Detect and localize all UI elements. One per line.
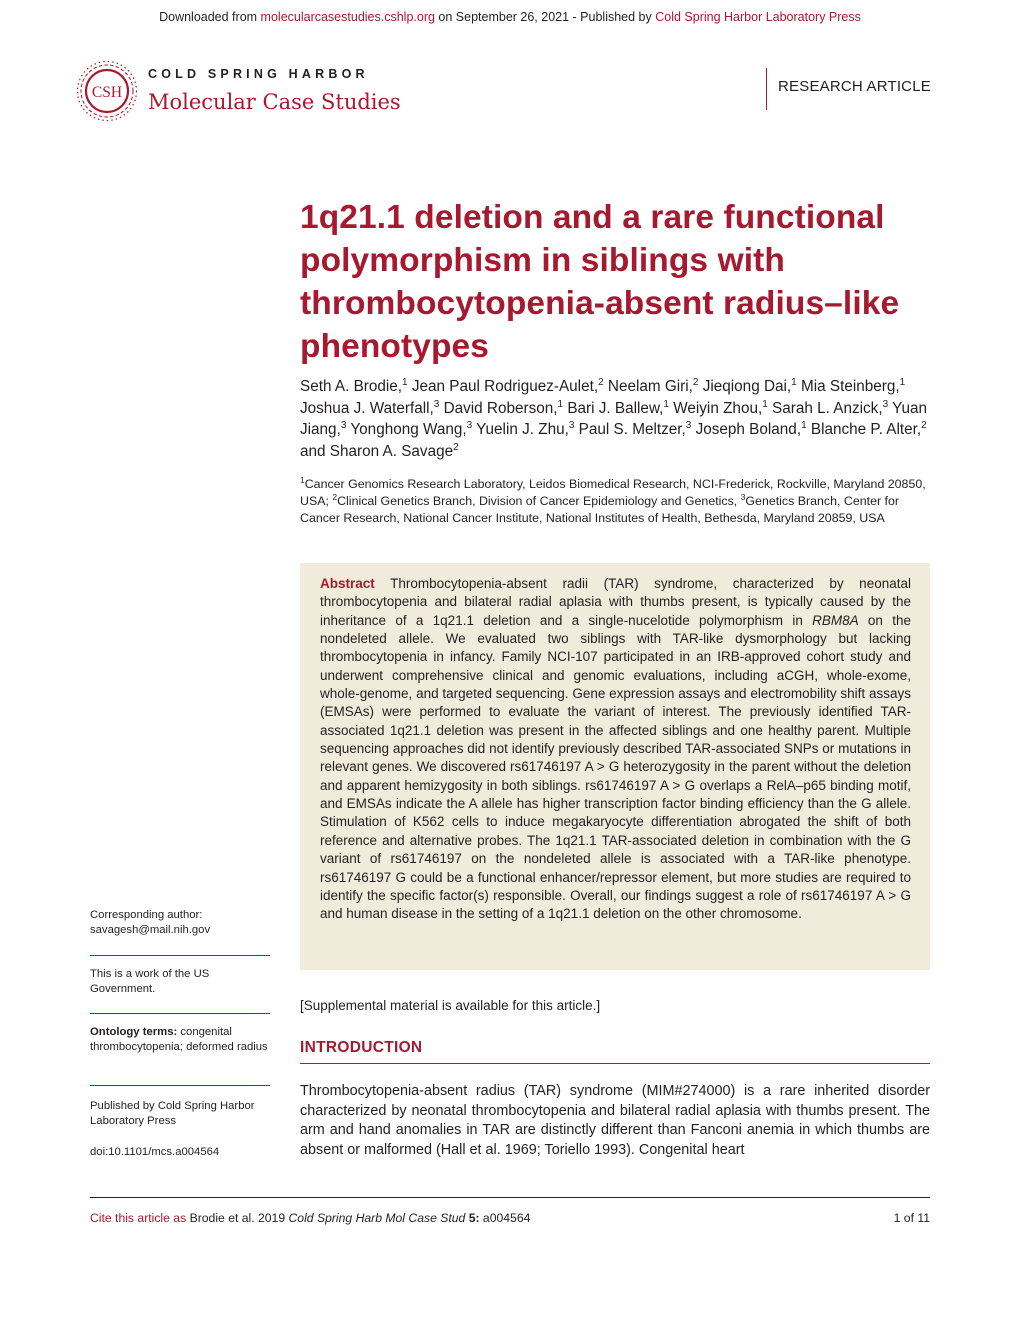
corresponding-email-link[interactable]: savagesh@mail.nih.gov bbox=[90, 924, 211, 937]
author-affiliation-sup: 3 bbox=[466, 419, 473, 431]
introduction-text: Thrombocytopenia-absent radius (TAR) syndrome (MIM#274000) is a rare inherited disorder characterized by neonatal thrombocytopenia and bilateral radial aplasia with thumbs present. The arm and hand anomalies in TAR are distinctly different than Fanconi anemia in which thumbs are absent or malformed (Hall et al. 1969; Toriello 1993). Congenital heart bbox=[300, 1083, 930, 1158]
author-affiliation-sup: 1 bbox=[791, 376, 797, 388]
download-notice bbox=[0, 10, 1020, 24]
author-affiliation-sup: 3 bbox=[882, 398, 889, 410]
supplemental-note: [Supplemental material is available for this article.] bbox=[300, 998, 601, 1013]
download-middle: on September 26, 2021 - Published by bbox=[434, 10, 656, 24]
introduction-heading: INTRODUCTION bbox=[300, 1039, 423, 1056]
sidebar-divider bbox=[90, 955, 270, 956]
author-affiliation-sup: 1 bbox=[899, 376, 906, 388]
page-number: 1 of 11 bbox=[893, 1211, 930, 1225]
author-name: Blanche P. Alter, bbox=[810, 421, 922, 438]
cite-journal: Cold Spring Harb Mol Case Stud bbox=[288, 1211, 466, 1225]
author-affiliation-sup: 3 bbox=[340, 419, 347, 431]
author-affiliation-sup: 3 bbox=[433, 398, 440, 410]
sidebar-divider bbox=[90, 1085, 270, 1086]
author-name: Weiyin Zhou, bbox=[673, 399, 763, 417]
csh-logo-icon bbox=[76, 60, 138, 122]
article-type-label: RESEARCH ARTICLE bbox=[778, 78, 931, 95]
abstract-text bbox=[320, 575, 911, 924]
author-affiliation-sup: 3 bbox=[685, 419, 692, 431]
author-affiliation-sup: 2 bbox=[921, 419, 927, 431]
sidebar-divider bbox=[90, 1013, 270, 1014]
author-affiliation-sup: 2 bbox=[598, 376, 604, 388]
cite-link[interactable]: Cite this article as bbox=[90, 1211, 187, 1225]
author-affiliation-sup: 1 bbox=[801, 419, 807, 431]
author-name: Paul S. Meltzer, bbox=[578, 421, 686, 438]
header-divider bbox=[766, 68, 767, 110]
publisher-link[interactable]: Cold Spring Harbor Laboratory Press bbox=[655, 10, 861, 24]
author-affiliation-sup: 1 bbox=[663, 398, 669, 410]
author-name: Yuan Jiang, bbox=[300, 399, 928, 438]
author-name: Joseph Boland, bbox=[695, 421, 802, 438]
affil-sup-1: 1 bbox=[300, 474, 305, 485]
author-affiliation-sup: 2 bbox=[453, 441, 459, 453]
published-by: Published by Cold Spring Harbor Laboratory Press bbox=[90, 1100, 255, 1128]
author-list bbox=[300, 376, 940, 462]
corresponding-author bbox=[90, 908, 270, 939]
author-name: and Sharon A. Savage bbox=[300, 442, 454, 460]
author-name: Sarah L. Anzick, bbox=[772, 399, 883, 417]
cite-volume: 5: bbox=[465, 1211, 480, 1225]
journal-name: Molecular Case Studies bbox=[148, 90, 401, 114]
site-link[interactable]: molecularcasestudies.cshlp.org bbox=[260, 10, 435, 24]
government-note: This is a work of the US Government. bbox=[90, 968, 210, 996]
footer-rule bbox=[90, 1197, 930, 1198]
doi: doi:10.1101/mcs.a004564 bbox=[90, 1146, 220, 1158]
author-name: Neelam Giri, bbox=[607, 378, 693, 395]
introduction-rule bbox=[300, 1063, 930, 1064]
author-name: Mia Steinberg, bbox=[800, 378, 900, 395]
affil-sup-2: 2 bbox=[332, 491, 338, 502]
corresponding-label: Corresponding author: bbox=[90, 909, 203, 921]
author-name: Joshua J. Waterfall, bbox=[300, 399, 434, 417]
abstract-label: Abstract bbox=[320, 576, 375, 591]
affil-2: Clinical Genetics Branch, Division of Cancer Epidemiology and Genetics, bbox=[337, 493, 741, 508]
download-prefix: Downloaded from bbox=[159, 10, 261, 24]
ontology-terms bbox=[90, 1025, 270, 1056]
author-affiliation-sup: 1 bbox=[402, 376, 408, 388]
abstract-part-2: on the nondeleted allele. We evaluated two siblings with TAR-like dysmorphology but lacking thrombocytopenia in infancy. Family NCI-107 participated in an IRB-approved cohort study and underwent comprehensive clinical and genomic evaluations, including aCGH, whole-exome, whole-genome, and targeted sequencing. Gene expression assays and electromobility shift assays (EMSAs) were performed to evaluate the variant of interest. The previously identified TAR-associated 1q21.1 deletion was present in the affected siblings and one healthy parent. Multiple sequencing approaches did not identify previously described TAR-associated SNPs or mutations in relevant genes. We discovered rs61746197 A > G heterozygosity in the parent without the deletion and apparent hemizygosity in both siblings. rs61746197 A > G overlaps a RelA–p65 binding motif, and EMSAs indicate the A allele has higher transcription factor binding efficiency than the G allele. Stimulation of K562 cells to induce megakaryocyte differentiation abrogated the shift of both reference and alternative probes. The 1q21.1 TAR-associated deletion in combination with the G variant of rs61746197 on the nondeleted allele is associated with a TAR-like phenotype. rs61746197 G could be a functional enhancer/repressor element, but more studies are required to identify the specific factor(s) responsible. Overall, our findings suggest a role of rs61746197 A > G and human disease in the setting of a 1q21.1 deletion on the other chromosome. bbox=[320, 612, 911, 922]
logo-text: CSH bbox=[91, 84, 123, 101]
abstract-part-1: Thrombocytopenia-absent radii (TAR) syndrome, characterized by neonatal thrombocytopenia and bilateral radial aplasia with thumbs present, is typically caused by the inheritance of a 1q21.1 deletion and a single-nucelotide polymorphism in bbox=[320, 576, 911, 628]
author-affiliation-sup: 3 bbox=[568, 419, 575, 431]
author-affiliation-sup: 1 bbox=[557, 398, 564, 410]
author-name: Bari J. Ballew, bbox=[567, 399, 664, 417]
author-name: David Roberson, bbox=[443, 399, 558, 417]
author-affiliation-sup: 2 bbox=[692, 376, 699, 388]
citation-line bbox=[90, 1211, 530, 1225]
ontology-label: Ontology terms: bbox=[90, 1026, 178, 1038]
author-name: Yonghong Wang, bbox=[350, 421, 467, 438]
affil-3: Genetics Branch, Center for Cancer Research, National Cancer Institute, National Institutes of Health, Bethesda, Maryland 20859, USA bbox=[300, 493, 899, 525]
brand-top-text: COLD SPRING HARBOR bbox=[148, 67, 369, 81]
author-name: Jean Paul Rodriguez-Aulet, bbox=[411, 378, 599, 395]
cite-authors: Brodie et al. 2019 bbox=[186, 1211, 289, 1225]
author-name: Jieqiong Dai, bbox=[702, 378, 792, 395]
ontology-values: congenital thrombocytopenia; deformed radius bbox=[90, 1026, 268, 1054]
abstract-gene: RBM8A bbox=[812, 612, 859, 628]
article-title: 1q21.1 deletion and a rare functional polymorphism in siblings with thrombocytopenia-absent radius–like phenotypes bbox=[300, 199, 900, 365]
author-name: Seth A. Brodie, bbox=[300, 378, 403, 395]
author-affiliation-sup: 1 bbox=[762, 398, 768, 410]
affiliations bbox=[300, 476, 930, 526]
affil-sup-3: 3 bbox=[740, 491, 746, 502]
abstract-box bbox=[300, 563, 930, 970]
author-name: Yuelin J. Zhu, bbox=[476, 421, 569, 438]
affil-1: Cancer Genomics Research Laboratory, Leidos Biomedical Research, NCI-Frederick, Rockville, Maryland 20850, USA; bbox=[300, 477, 926, 508]
cite-id: a004564 bbox=[479, 1211, 531, 1225]
